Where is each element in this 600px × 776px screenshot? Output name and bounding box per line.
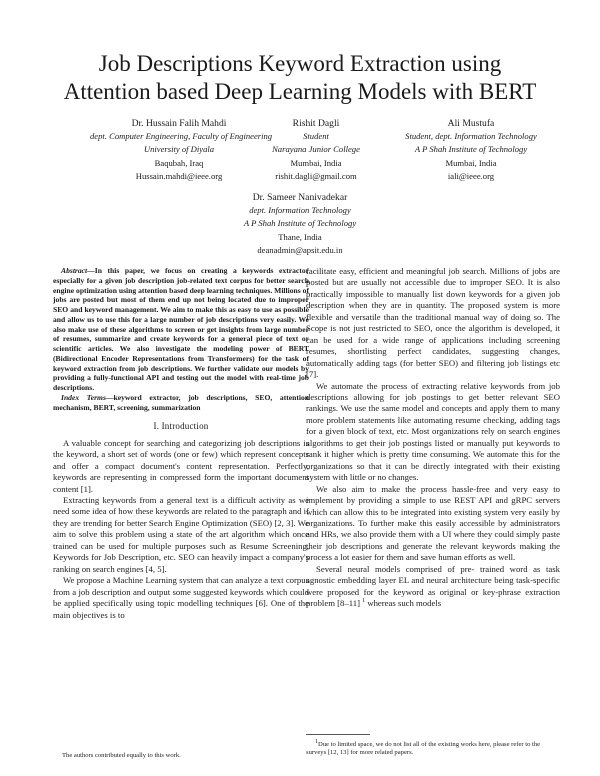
author-block-2 (256, 117, 376, 183)
author-affiliation: dept. Information Technology (249, 205, 351, 216)
author-block-3 (394, 117, 548, 183)
author-location: Mumbai, India (290, 157, 342, 168)
author-name: Ali Mustufa (447, 118, 495, 129)
author-affiliation: Student (303, 131, 329, 142)
title-line-2: Attention based Deep Learning Models with BERT (63, 79, 537, 104)
author-location: Thane, India (278, 231, 322, 242)
abstract-label: Abstract (61, 266, 88, 275)
author-block-4 (228, 191, 372, 257)
author-affiliation: A P Shah Institute of Technology (414, 144, 528, 155)
author-location: Baqubah, Iraq (154, 157, 204, 168)
author-block-1 (90, 117, 273, 183)
left-column (53, 266, 309, 621)
author-name: Dr. Hussain Falih Mahdi (131, 118, 227, 129)
section-heading: I. Introduction (153, 421, 209, 432)
author-email: rishit.dagli@gmail.com (275, 170, 357, 181)
index-terms-label: Index Terms (61, 392, 106, 402)
footnote-left: The authors contributed equally to this work. (62, 752, 181, 759)
paragraph: facilitate easy, efficient and meaningful job search. Millions of jobs are posted but are usually not accessible due to improper SEO. It is also practically impossible to manually list down keywords for a given job description when they are in quantity. The proposed system is more flexible and versatile than the traditional manual way of doing so. The Scope is not just restricted to SEO, once the algorithm is developed, it can be used for a wide range of applications including screening resumes, shortlisting perfect candidates, suggesting changes, automatically adding tags (for better SEO) and filtering job listings etc [7]. (306, 266, 560, 380)
author-email: Hussain.mahdi@ieee.org (135, 170, 223, 181)
paragraph: We automate the process of extracting relative keywords from job descriptions allowing for job postings to get better relevant SEO rankings. We use the same model and concepts and apply them to many more problem statements like automating resume checking, adding tags for a given block of text, etc. Most organizations rely on search engines algorithms to get their job postings listed or manually put keywords to rank it higher which is pretty time consuming. We automate this for the organizations so that it can be directly integrated with their existing system with little or no changes. (306, 380, 560, 483)
paper-title (40, 50, 560, 106)
author-name: Dr. Sameer Nanivadekar (252, 192, 348, 203)
author-name: Rishit Dagli (292, 118, 340, 129)
paragraph: We propose a Machine Learning system that can analyze a text corpus from a job description and output some suggested keywords which could be applied specifically using topic modelling techniques [6]. One of the main objectives is to (53, 575, 309, 620)
abstract (53, 266, 309, 393)
author-affiliation: Student, dept. Information Technology (405, 131, 537, 142)
abstract-text: —In this paper, we focus on creating a keywords extractor especially for a given job description job-related text corpus for better search engine optimization using attention based deep learning techniques. Millions of jobs are posted but most of them end up not being located due to improper SEO and keyword management. We aim to make this as easy to use as possible and allow us to use this for a large number of job descriptions very easily. We also make use of these algorithms to screen or get insights from large number of resumes, summarize and create keywords for a general piece of text or scientific articles. We also investigate the modeling power of BERT (Bidirectional Encoder Representations from Transformers) for the task of keyword extraction from job descriptions. We further validate our models by providing a fully-functional API and testing out the model with real-time job descriptions. (53, 266, 309, 392)
paragraph-text: Several neural models comprised of pre- trained word as task agnostic embedding layer EL and neural architecture being task-specific were proposed for the keyword as original or key-phrase extraction problem [8–11] (306, 563, 560, 609)
footnote-marker: 1 (362, 598, 366, 605)
author-affiliation: University of Diyala (143, 144, 215, 155)
title-line-1: Job Descriptions Keyword Extraction using (98, 51, 502, 76)
author-affiliation: Narayana Junior College (272, 144, 360, 155)
footnote-right (306, 738, 560, 758)
right-column (306, 266, 560, 610)
author-affiliation: dept. Computer Engineering, Faculty of Engineering (90, 131, 273, 142)
author-email: deanadmin@apsit.edu.in (257, 244, 343, 255)
footnote-number: 1 (315, 738, 318, 745)
paragraph: A valuable concept for searching and categorizing job descriptions is the keyword, a short set of words (one or few) which represent concepts and offer a compact document's content representation. Perfectly, keywords are representing in compressed form the important document content [1]. (53, 437, 309, 494)
paragraph (306, 564, 560, 610)
footnote-text: Due to limited space, we do not list all of the existing works here, please refer to the surveys [12, 13] for more related papers. (306, 741, 541, 757)
paragraph-text-end: whereas such models (365, 598, 442, 609)
author-affiliation: A P Shah Institute of Technology (243, 218, 357, 229)
footnote-rule (306, 734, 370, 735)
author-location: Mumbai, India (445, 157, 497, 168)
author-email: iali@ieee.org (447, 170, 495, 181)
paragraph: Extracting keywords from a general text is a difficult activity as we need some idea of how these keywords are related to the paragraph and if they are trending for better Search Engine Optimization (SEO) [2, 3]. We aim to solve this problem using a state of the art algorithm which once trained can be used for multiple purposes such as Resume Screening, Keywords for Job Description, etc. SEO can heavily impact a company's ranking on search engines [4, 5]. (53, 494, 309, 574)
index-terms (53, 393, 309, 413)
index-terms-text: —keyword extractor, job descriptions, SEO, attention mechanism, BERT, screening, summarization (53, 392, 309, 412)
paragraph: We also aim to make the process hassle-free and very easy to implement by providing a simple to use REST API and gRPC servers which can allow this to be integrated into existing system very easily by organizations. To further make this easily accessible by administrators and HRs, we also provide them with a UI where they could simply paste their job descriptions and generate the relevant keywords making the process a lot easier for them and save human efforts as well. (306, 483, 560, 563)
